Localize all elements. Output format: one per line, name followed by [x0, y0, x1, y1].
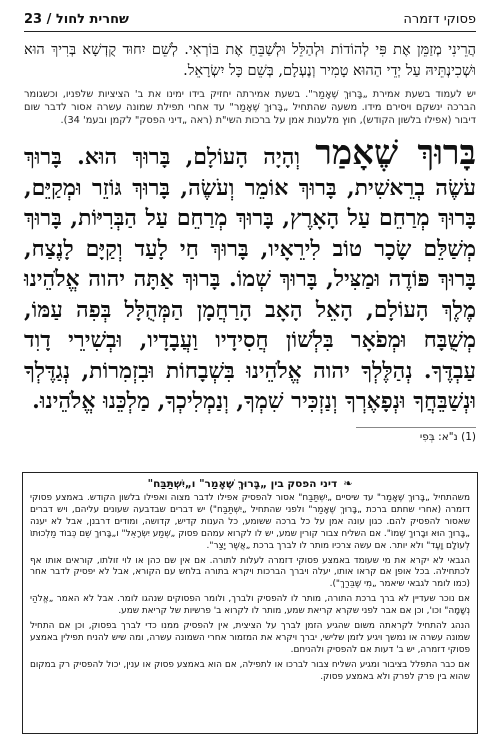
- intro-kavanah: הֲרֵינִי מְזַמֵּן אֶת פִּי לְהוֹדוֹת וּלְהַלֵּל וּלְשַׁבֵּחַ אֶת בּוֹרְאִי. לְשֵׁם יִחוּד קֻדְשָׁא בְּרִיךְ הוּא וּשְׁכִינְתֵּיהּ עַל יְדֵי הַהוּא טָמִיר וְנֶעְלָם, בְּשֵׁם כָּל יִשְׂרָאֵל.: [24, 42, 476, 79]
- page-number-title: שחרית לחול / 23: [24, 12, 129, 27]
- footnote: (1) נ"א: בְּפִי: [419, 430, 476, 443]
- halacha-paragraph: אם כבר התפלל בציבור ומגיע השליח צבור לברכו או לתפילה, אם הוא באמצע פסוק או ענין, יכול להפסיק רק במקום שהוא בין פרק לפרק ולא באמצע פסוק.: [30, 659, 470, 682]
- page-header: [24, 0, 476, 32]
- halacha-box-heading: דיני הפסק בין „בָּרוּךְ שֶׁאָמַר" ו„יִשְׁתַּבַּח": [147, 477, 338, 490]
- halacha-box-title: [30, 477, 470, 490]
- instruction-note: יש לעמוד בשעת אמירת „בָּרוּךְ שֶׁאָמַר". בשעת אמירתה יחזיק בידו ימינו את ב' הציציות שלפניו, וכשגומר הברכה ינשקם ויסירם מידו. משעה שהתחיל „בָּרוּךְ שֶׁאָמַר" עד אחרי תפילת שמונה עשרה אסור לדבר שום דיבור (אפילו בלשון הקודש), חוץ מלענות אמן על ברכות השי"ת (ראה „דיני הפסק" לקמן ובעמ' 34).: [24, 89, 476, 126]
- halacha-paragraph: משהתחיל „בָּרוּךְ שֶׁאָמַר" עד שיסיים „יִשְׁתַּבַּח" אסור להפסיק אפילו לדבר מצוה ואפילו בלשון הקודש. באמצע פסוקי דזמרה (אחרי שחתם ברכת „בָּרוּךְ שֶׁאָמַר" ולפני שהתחיל „יִשְׁתַּבַּח") יש דברים שבדבעה שעונים עליהם, ויש דברים שאסור להפסיק להם. כגון עונה אמן על כל ברכה ששומע, כל הענות קדיש, קדושה, ומודים דרבנן, אבל לא יענה „בָּרוּךְ הוּא וּבָרוּךְ שְׁמוֹ". אם השליח צבור קורין שמע, יש לו לקרוא עמהם פסוק „שְׁמַע יִשְׂרָאֵל" ו„בָּרוּךְ שֵׁם כְּבוֹד מַלְכוּתוֹ לְעוֹלָם וָעֶד" ולא יותר. אם עשה צרכיו מותר לו לברך ברכת „אֲשֶׁר יָצַר".: [30, 493, 470, 551]
- section-title: פסוקי דזמרה: [403, 12, 476, 27]
- halacha-paragraph: אם נוכר שעדיין לא ברך ברכת התורה, מותר לו להפסיק ולברך, ולומר הפסוקים שנהגו לומר. אבל לא האמר „אֱלֹהַי נְשָׁמָה" וכו', וכן אם אבר לפני שקרא קריאת שמע, מותר לו לקרוא ב' פרשיות של קריאת שמע.: [30, 594, 470, 617]
- prayer-opening-words: בָּרוּךְ שֶׁאָמַר: [315, 133, 477, 173]
- halacha-paragraph: הנהג להתחיל לקראתה משום שהגיע הזמן לברך על הציצית, אין להפסיק ממנו כדי לברך בפסוק, וכן אם התחיל שמונה עשרה או נמשך ויגיע לזמן שלישי, יברך ויקרא את המזמור אחרי השמונה עשרה, ומה שיש להניח תפילין באמצע פסוקי דזמרה, יש ב' דעות אם להפסיק ולהניחם.: [30, 621, 470, 655]
- prayer-body: וְהָיָה הָעוֹלָם, בָּרוּךְ הוּא. בָּרוּךְ עֹשֶׂה בְרֵאשִׁית, בָּרוּךְ אוֹמֵר וְעֹשֶׂה, בָּרוּךְ גּוֹזֵר וּמְקַיֵּם, בָּרוּךְ מְרַחֵם עַל הָאָרֶץ, בָּרוּךְ מְרַחֵם עַל הַבְּרִיּוֹת, בָּרוּךְ מְשַׁלֵּם שָׂכָר טוֹב לִירֵאָיו, בָּרוּךְ חַי לָעַד וְקַיָּם לָנֶצַח, בָּרוּךְ פּוֹדֶה וּמַצִּיל, בָּרוּךְ שְׁמוֹ. בָּרוּךְ אַתָּה יהוה אֱלֹהֵינוּ מֶלֶךְ הָעוֹלָם, הָאֵל הָאָב הָרַחֲמָן הַמְּהֻלָּל בְּפִה עַמּוֹ, מְשֻׁבָּח וּמְפֹאָר בִּלְשׁוֹן חֲסִידָיו וַעֲבָדָיו, וּבְשִׁירֵי דָוִד עַבְדֶּךָ. נְהַלֶּלְךָ יהוה אֱלֹהֵינוּ בִּשְׁבָחוֹת וּבִזְמִרוֹת, נְגַדֶּלְךָ וּנְשַׁבֵּחֲךָ וּנְפָאֶרְךָ וְנַזְכִּיר שִׁמְךָ, וְנַמְלִיכְךָ, מַלְכֵּנוּ אֱלֹהֵינוּ.: [24, 144, 476, 414]
- baruch-sheamar-prayer: [24, 133, 477, 417]
- halacha-paragraph: הגבאי לא יקרא את מי שעומד באמצע פסוקי דזמרה לעלות לתורה. אם אין שם כהן או לוי זולתו, קוראים אותו אף לכתחילה. בכל אופן אם קראו אותו, יעלה ויברך הברכות ויקרא בתורה בלחש עם הקורא, אבל לא יפסיק לדבר אחר (כמו לומר לגבאי שיאמר „מִי שֶׁבֵּרַךְ").: [30, 555, 470, 590]
- leaf-ornament-icon: ❧: [343, 477, 353, 490]
- halacha-box: [22, 472, 478, 734]
- footnote-divider: [356, 427, 476, 428]
